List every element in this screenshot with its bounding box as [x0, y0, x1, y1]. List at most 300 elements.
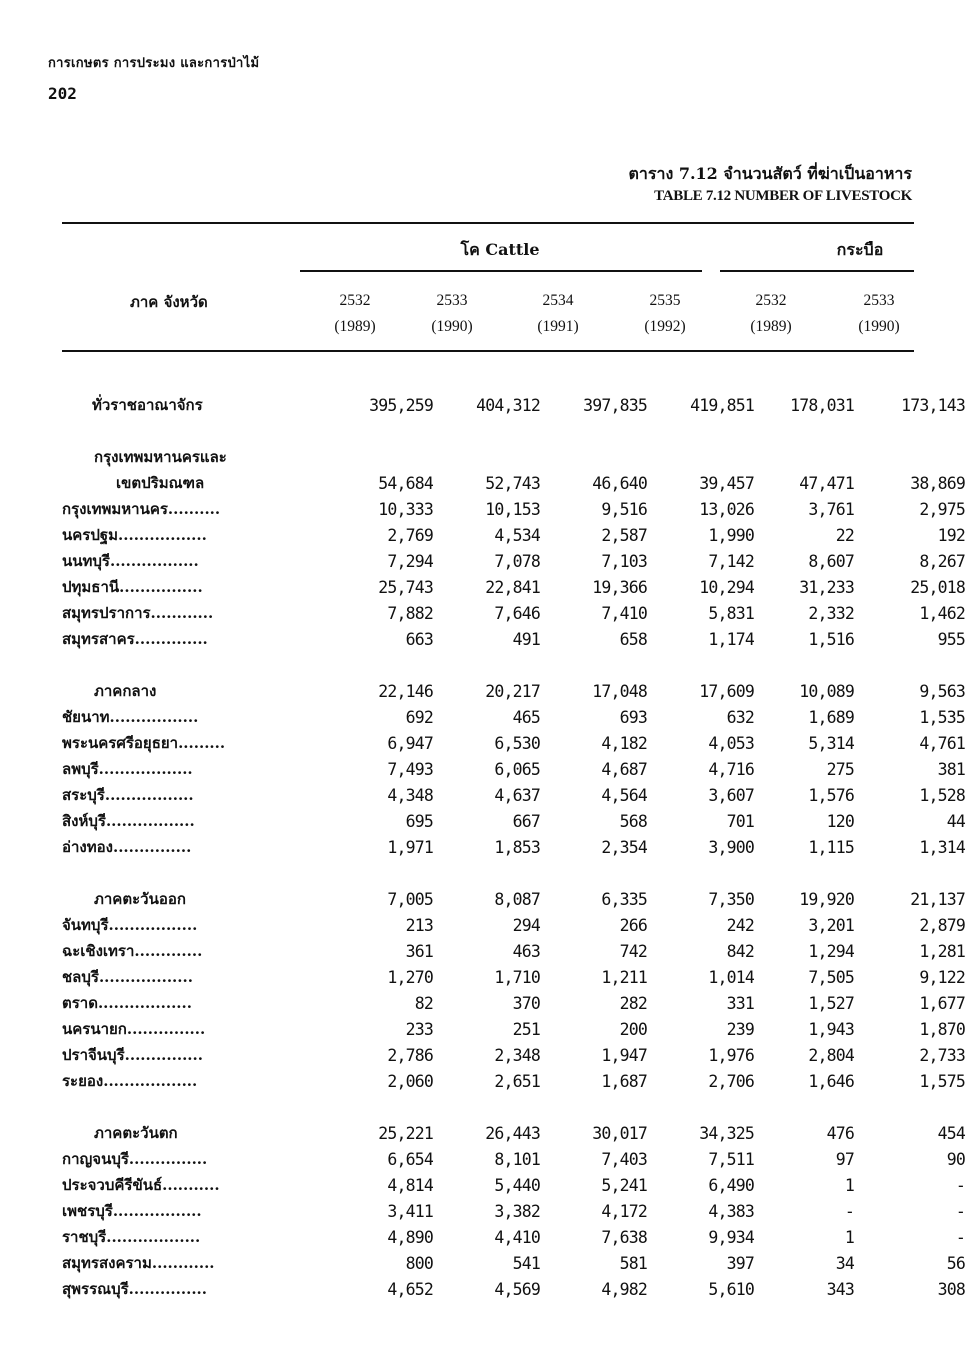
cell-value: 17,048: [592, 681, 647, 701]
region-row: [62, 678, 965, 704]
table-row: [62, 1276, 965, 1302]
table-row: [62, 912, 965, 938]
cell-value: 4,687: [601, 759, 647, 779]
row-label: ปทุมธานี................: [62, 578, 203, 596]
cell-value: 632: [726, 707, 754, 727]
cell-value: [359, 1094, 433, 1120]
running-header: การเกษตร การประมง และการป่าไม้: [48, 56, 260, 71]
row-label: ชลบุรี..................: [62, 968, 193, 986]
cell-value: 21,137: [910, 889, 965, 909]
row-label: สมุทรสงคราม............: [62, 1254, 215, 1272]
cell-value: 4,410: [494, 1227, 540, 1247]
cell-value: 1,575: [919, 1071, 965, 1091]
row-label: [62, 652, 359, 678]
row-label: [62, 860, 359, 886]
cell-value: 54,684: [378, 473, 433, 493]
cell-value: 1,710: [494, 967, 540, 987]
page-number: 202: [48, 84, 77, 103]
cell-value: 239: [726, 1019, 754, 1039]
cell-value: 381: [937, 759, 965, 779]
cell-value: 419,851: [690, 395, 754, 415]
row-label: กาญจนบุรี...............: [62, 1150, 208, 1168]
cell-value: 1: [844, 1227, 854, 1247]
cell-value: 361: [405, 941, 433, 961]
row-label: สุพรรณบุรี...............: [62, 1280, 207, 1298]
region-row: [62, 392, 965, 418]
cell-value: 8,607: [808, 551, 854, 571]
cell-value: 38,869: [910, 473, 965, 493]
table-row: [62, 1224, 965, 1250]
cell-value: 2,769: [387, 525, 433, 545]
cell-value: 693: [619, 707, 647, 727]
cell-value: 581: [619, 1253, 647, 1273]
cell-value: 7,493: [387, 759, 433, 779]
cell-value: 701: [726, 811, 754, 831]
column-header: [620, 288, 710, 340]
column-year-ad: (1990): [858, 318, 900, 335]
cell-value: [754, 652, 854, 678]
cell-value: 2,060: [387, 1071, 433, 1091]
table-body: [62, 392, 965, 1302]
cell-value: 4,890: [387, 1227, 433, 1247]
cell-value: 282: [619, 993, 647, 1013]
cell-value: 1,943: [808, 1019, 854, 1039]
cell-value: -: [844, 1201, 854, 1221]
cell-value: 4,761: [919, 733, 965, 753]
buffalo-group-rule: [720, 270, 914, 272]
region-row: [62, 444, 965, 470]
cell-value: 9,122: [919, 967, 965, 987]
cell-value: 1,976: [708, 1045, 754, 1065]
row-label: [62, 1094, 359, 1120]
cell-value: 30,017: [592, 1123, 647, 1143]
cell-value: 4,814: [387, 1175, 433, 1195]
region-row: [62, 470, 965, 496]
cell-value: -: [955, 1201, 965, 1221]
cell-value: [359, 418, 433, 444]
cell-value: 1,528: [919, 785, 965, 805]
cell-value: [754, 418, 854, 444]
column-header: [726, 288, 816, 340]
cell-value: 1,462: [919, 603, 965, 623]
spacer-row: [62, 418, 965, 444]
cell-value: 34,325: [699, 1123, 754, 1143]
table-row: [62, 782, 965, 808]
cell-value: 19,920: [799, 889, 854, 909]
cell-value: 7,142: [708, 551, 754, 571]
cell-value: 454: [937, 1123, 965, 1143]
cell-value: 7,505: [808, 967, 854, 987]
cell-value: 4,982: [601, 1279, 647, 1299]
cell-value: [754, 444, 854, 470]
table-row: [62, 1068, 965, 1094]
cell-value: 541: [512, 1253, 540, 1273]
cell-value: 658: [619, 629, 647, 649]
cell-value: 2,879: [919, 915, 965, 935]
cell-value: 1,535: [919, 707, 965, 727]
cell-value: 10,333: [378, 499, 433, 519]
cell-value: [647, 1094, 754, 1120]
cell-value: 7,638: [601, 1227, 647, 1247]
cell-value: 955: [937, 629, 965, 649]
row-label: ตราด..................: [62, 994, 192, 1012]
cell-value: [854, 444, 965, 470]
row-label: ภาคตะวันตก: [94, 1124, 178, 1142]
cell-value: 5,831: [708, 603, 754, 623]
row-label: สระบุรี.................: [62, 786, 194, 804]
cell-value: 7,410: [601, 603, 647, 623]
cell-value: 6,065: [494, 759, 540, 779]
column-header: [834, 288, 924, 340]
cattle-group-rule: [300, 270, 702, 272]
column-header: [513, 288, 603, 340]
cell-value: [433, 418, 540, 444]
cell-value: 4,569: [494, 1279, 540, 1299]
column-year-ad: (1990): [431, 318, 473, 335]
cell-value: 10,089: [799, 681, 854, 701]
cell-value: 5,241: [601, 1175, 647, 1195]
cell-value: 200: [619, 1019, 647, 1039]
cell-value: 2,587: [601, 525, 647, 545]
row-label: ภาคตะวันออก: [94, 890, 186, 908]
cell-value: 3,382: [494, 1201, 540, 1221]
table-row: [62, 548, 965, 574]
cell-value: 242: [726, 915, 754, 935]
cell-value: 7,646: [494, 603, 540, 623]
cell-value: 1: [844, 1175, 854, 1195]
row-label: ทั่วราชอาณาจักร: [92, 396, 203, 414]
cell-value: 370: [512, 993, 540, 1013]
cell-value: [359, 860, 433, 886]
cell-value: 173,143: [901, 395, 965, 415]
column-year-thai: 2532: [339, 292, 371, 309]
cell-value: 667: [512, 811, 540, 831]
cell-value: 1,314: [919, 837, 965, 857]
cell-value: 4,652: [387, 1279, 433, 1299]
cell-value: [540, 652, 647, 678]
table-row: [62, 1172, 965, 1198]
cell-value: 3,607: [708, 785, 754, 805]
cell-value: 4,534: [494, 525, 540, 545]
table-row: [62, 1250, 965, 1276]
table-row: [62, 756, 965, 782]
cell-value: [359, 652, 433, 678]
row-label: นนทบุรี.................: [62, 552, 199, 570]
cell-value: 2,354: [601, 837, 647, 857]
cell-value: [433, 444, 540, 470]
table-row: [62, 938, 965, 964]
cell-value: 26,443: [485, 1123, 540, 1143]
column-year-ad: (1991): [537, 318, 579, 335]
row-label: ชัยนาท.................: [62, 708, 199, 726]
table-row: [62, 834, 965, 860]
cell-value: 22,841: [485, 577, 540, 597]
cell-value: -: [955, 1175, 965, 1195]
cell-value: 3,201: [808, 915, 854, 935]
row-label: อ่างทอง...............: [62, 838, 192, 856]
table-row: [62, 808, 965, 834]
cell-value: 4,564: [601, 785, 647, 805]
cell-value: 90: [946, 1149, 965, 1169]
cell-value: 7,005: [387, 889, 433, 909]
cell-value: 4,383: [708, 1201, 754, 1221]
cell-value: 5,610: [708, 1279, 754, 1299]
cell-value: 31,233: [799, 577, 854, 597]
cell-value: 7,078: [494, 551, 540, 571]
cell-value: 397: [726, 1253, 754, 1273]
cell-value: 3,900: [708, 837, 754, 857]
table-row: [62, 990, 965, 1016]
spacer-row: [62, 652, 965, 678]
cell-value: 17,609: [699, 681, 754, 701]
cell-value: 4,053: [708, 733, 754, 753]
row-label: จันทบุรี.................: [62, 916, 198, 934]
spacer-row: [62, 860, 965, 886]
cell-value: [647, 652, 754, 678]
spacer-row: [62, 1094, 965, 1120]
cell-value: 404,312: [476, 395, 540, 415]
cell-value: 1,115: [808, 837, 854, 857]
cell-value: 9,516: [601, 499, 647, 519]
table-row: [62, 1146, 965, 1172]
row-label: ระยอง..................: [62, 1072, 198, 1090]
cell-value: 331: [726, 993, 754, 1013]
row-label: เขตปริมณฑล: [116, 474, 205, 492]
table-row: [62, 626, 965, 652]
cell-value: 192: [937, 525, 965, 545]
column-year-ad: (1989): [334, 318, 376, 335]
cell-value: 2,706: [708, 1071, 754, 1091]
cell-value: 39,457: [699, 473, 754, 493]
column-header: [407, 288, 497, 340]
row-label: ราชบุรี..................: [62, 1228, 201, 1246]
cell-value: [433, 1094, 540, 1120]
cell-value: 8,087: [494, 889, 540, 909]
cell-value: 4,182: [601, 733, 647, 753]
cell-value: 1,677: [919, 993, 965, 1013]
cell-value: 2,332: [808, 603, 854, 623]
cell-value: 13,026: [699, 499, 754, 519]
header-bottom-rule: [62, 350, 914, 352]
cell-value: 1,990: [708, 525, 754, 545]
top-rule: [62, 222, 914, 224]
row-label: ประจวบคีรีขันธ์...........: [62, 1176, 220, 1194]
cell-value: 4,172: [601, 1201, 647, 1221]
cell-value: 1,687: [601, 1071, 647, 1091]
cell-value: 97: [835, 1149, 854, 1169]
cell-value: [647, 418, 754, 444]
cell-value: [433, 652, 540, 678]
row-label: ปราจีนบุรี...............: [62, 1046, 203, 1064]
cell-value: [647, 860, 754, 886]
column-year-ad: (1989): [750, 318, 792, 335]
cell-value: 5,440: [494, 1175, 540, 1195]
cell-value: 19,366: [592, 577, 647, 597]
column-year-thai: 2532: [755, 292, 787, 309]
cell-value: 9,563: [919, 681, 965, 701]
cell-value: 7,511: [708, 1149, 754, 1169]
table-row: [62, 1016, 965, 1042]
cell-value: 1,853: [494, 837, 540, 857]
cell-value: 46,640: [592, 473, 647, 493]
cell-value: 2,348: [494, 1045, 540, 1065]
cell-value: 463: [512, 941, 540, 961]
cell-value: 10,153: [485, 499, 540, 519]
cell-value: 4,637: [494, 785, 540, 805]
cell-value: 343: [826, 1279, 854, 1299]
cell-value: [854, 860, 965, 886]
cell-value: 233: [405, 1019, 433, 1039]
cell-value: 1,646: [808, 1071, 854, 1091]
cell-value: 7,403: [601, 1149, 647, 1169]
row-label: ลพบุรี..................: [62, 760, 193, 778]
table-row: [62, 1042, 965, 1068]
cell-value: 692: [405, 707, 433, 727]
cell-value: 6,947: [387, 733, 433, 753]
cell-value: -: [955, 1227, 965, 1247]
cell-value: 7,350: [708, 889, 754, 909]
cell-value: 7,294: [387, 551, 433, 571]
cell-value: 1,270: [387, 967, 433, 987]
cell-value: 2,651: [494, 1071, 540, 1091]
column-year-thai: 2534: [542, 292, 574, 309]
table-row: [62, 730, 965, 756]
cell-value: 34: [835, 1253, 854, 1273]
table-row: [62, 574, 965, 600]
cell-value: 4,348: [387, 785, 433, 805]
cell-value: 9,934: [708, 1227, 754, 1247]
cell-value: 3,761: [808, 499, 854, 519]
row-label: กรุงเทพมหานครและ: [94, 448, 227, 466]
cell-value: [540, 1094, 647, 1120]
cell-value: 294: [512, 915, 540, 935]
cell-value: [359, 444, 433, 470]
row-label: เพชรบุรี.................: [62, 1202, 202, 1220]
cell-value: 25,221: [378, 1123, 433, 1143]
cell-value: 397,835: [583, 395, 647, 415]
cell-value: 1,689: [808, 707, 854, 727]
cell-value: 695: [405, 811, 433, 831]
cell-value: 6,654: [387, 1149, 433, 1169]
row-header-region-province: ภาค จังหวัด: [130, 293, 208, 311]
cell-value: 6,335: [601, 889, 647, 909]
cell-value: 663: [405, 629, 433, 649]
row-label: นครปฐม.................: [62, 526, 207, 544]
row-label: กรุงเทพมหานคร..........: [62, 500, 221, 518]
cell-value: 266: [619, 915, 647, 935]
livestock-table: [62, 392, 965, 1302]
cell-value: 800: [405, 1253, 433, 1273]
row-label: สมุทรปราการ............: [62, 604, 214, 622]
row-label: ฉะเชิงเทรา.............: [62, 942, 203, 960]
cell-value: 213: [405, 915, 433, 935]
cell-value: [540, 444, 647, 470]
table-title-thai: ตาราง 7.12 จำนวนสัตว์ ที่ฆ่าเป็นอาหาร: [628, 164, 912, 183]
table-title-english: TABLE 7.12 NUMBER OF LIVESTOCK: [654, 188, 912, 204]
cell-value: 25,018: [910, 577, 965, 597]
table-row: [62, 522, 965, 548]
table-row: [62, 496, 965, 522]
region-row: [62, 886, 965, 912]
cell-value: [433, 860, 540, 886]
cell-value: 308: [937, 1279, 965, 1299]
column-header: [310, 288, 400, 340]
cell-value: 465: [512, 707, 540, 727]
cell-value: 5,314: [808, 733, 854, 753]
row-label: สมุทรสาคร..............: [62, 630, 208, 648]
region-row: [62, 1120, 965, 1146]
cell-value: 3,411: [387, 1201, 433, 1221]
cell-value: 22: [835, 525, 854, 545]
cell-value: 1,947: [601, 1045, 647, 1065]
cell-value: 568: [619, 811, 647, 831]
cell-value: [854, 1094, 965, 1120]
cell-value: 395,259: [369, 395, 433, 415]
cell-value: 842: [726, 941, 754, 961]
cell-value: 82: [414, 993, 433, 1013]
cell-value: 2,975: [919, 499, 965, 519]
cell-value: 22,146: [378, 681, 433, 701]
cell-value: 275: [826, 759, 854, 779]
cell-value: 1,174: [708, 629, 754, 649]
cell-value: 7,882: [387, 603, 433, 623]
cell-value: 8,101: [494, 1149, 540, 1169]
cell-value: 56: [946, 1253, 965, 1273]
cell-value: 6,530: [494, 733, 540, 753]
column-year-ad: (1992): [644, 318, 686, 335]
cell-value: 2,786: [387, 1045, 433, 1065]
cell-value: [854, 418, 965, 444]
row-label: [62, 418, 359, 444]
table-row: [62, 704, 965, 730]
buffalo-group-header: กระบือ: [836, 240, 884, 259]
column-year-thai: 2533: [863, 292, 895, 309]
row-label: พระนครศรีอยุธยา.........: [62, 734, 226, 752]
cell-value: 20,217: [485, 681, 540, 701]
cell-value: 1,014: [708, 967, 754, 987]
cattle-group-header: โค Cattle: [460, 240, 540, 259]
cell-value: 742: [619, 941, 647, 961]
cell-value: 2,804: [808, 1045, 854, 1065]
cell-value: 491: [512, 629, 540, 649]
cell-value: 44: [946, 811, 965, 831]
cell-value: 1,527: [808, 993, 854, 1013]
cell-value: 251: [512, 1019, 540, 1039]
cell-value: 2,733: [919, 1045, 965, 1065]
cell-value: 1,516: [808, 629, 854, 649]
cell-value: [540, 418, 647, 444]
cell-value: 1,576: [808, 785, 854, 805]
column-year-thai: 2535: [649, 292, 681, 309]
cell-value: 1,211: [601, 967, 647, 987]
cell-value: 52,743: [485, 473, 540, 493]
cell-value: 476: [826, 1123, 854, 1143]
table-row: [62, 1198, 965, 1224]
cell-value: [854, 652, 965, 678]
cell-value: 47,471: [799, 473, 854, 493]
cell-value: [647, 444, 754, 470]
row-label: ภาคกลาง: [94, 682, 157, 700]
cell-value: [540, 860, 647, 886]
row-label: นครนายก...............: [62, 1020, 206, 1038]
cell-value: 4,716: [708, 759, 754, 779]
table-row: [62, 600, 965, 626]
cell-value: 1,870: [919, 1019, 965, 1039]
cell-value: [754, 860, 854, 886]
cell-value: 1,294: [808, 941, 854, 961]
cell-value: 1,281: [919, 941, 965, 961]
cell-value: 178,031: [790, 395, 854, 415]
